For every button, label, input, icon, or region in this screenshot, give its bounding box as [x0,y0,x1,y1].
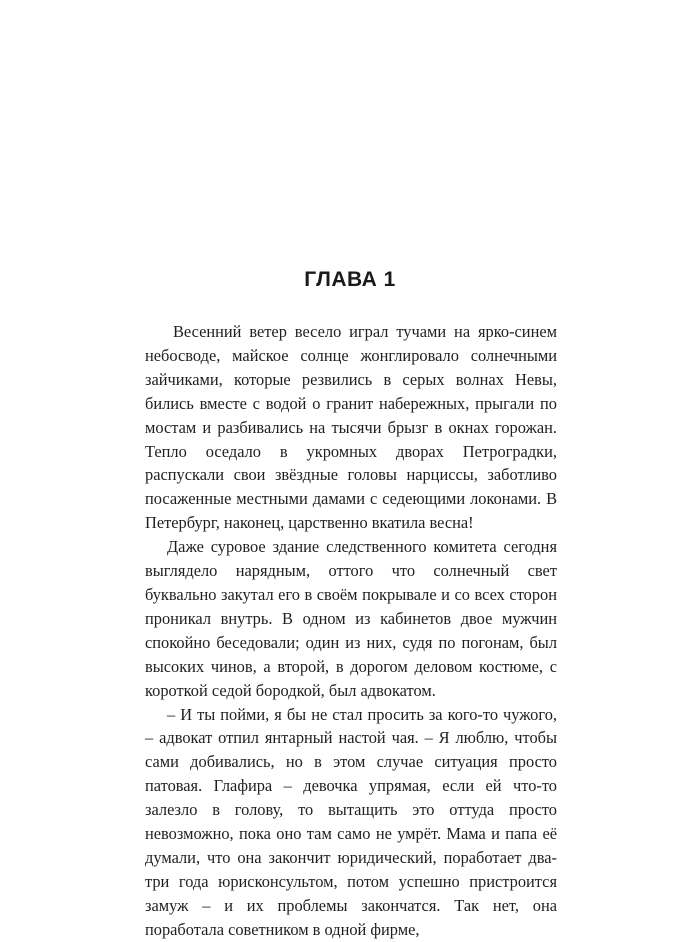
paragraph-1: Весенний ветер весело играл тучами на ярко-синем небосводе, майское солнце жонглировало солнечными зайчиками, которые резвились в серых волнах Невы, бились вместе с водой о гранит набережных, прыгали по мостам и разбивались на тысячи брызг в окнах горожан. Тепло оседало в укромных дворах Петроградки, распускали свои звёздные головы нарциссы, заботливо посаженные местными дамами с седеющими локонами. В Петербург, наконец, царственно вкатила весна! [145,322,557,533]
paragraph-3: – И ты пойми, я бы не стал просить за кого-то чужого, – адвокат отпил янтарный настой чая. – Я люблю, чтобы сами добивались, но в этом случае ситуация просто патовая. Глафира – девочка упрямая, если ей что-то залезло в голову, то вытащить это оттуда просто невозможно, пока оно там само не умрёт. Мама и папа её думали, что она закончит юридический, поработает два-три года юрисконсультом, потом успешно пристроится замуж – и их проблемы закончатся. Так нет, она поработала советником в одной фирме, [145,704,557,939]
chapter-body [145,320,557,942]
paragraph-2: Даже суровое здание следственного комитета сегодня выглядело нарядным, оттого что солнечный свет буквально закутал его в своём покрывале и со всех сторон проникал внутрь. В одном из кабинетов двое мужчин спокойно беседовали; один из них, судя по погонам, был высоких чинов, а второй, в дорогом деловом костюме, с короткой седой бородкой, был адвокатом. [145,537,557,700]
chapter-title: ГЛАВА 1 [304,268,396,291]
